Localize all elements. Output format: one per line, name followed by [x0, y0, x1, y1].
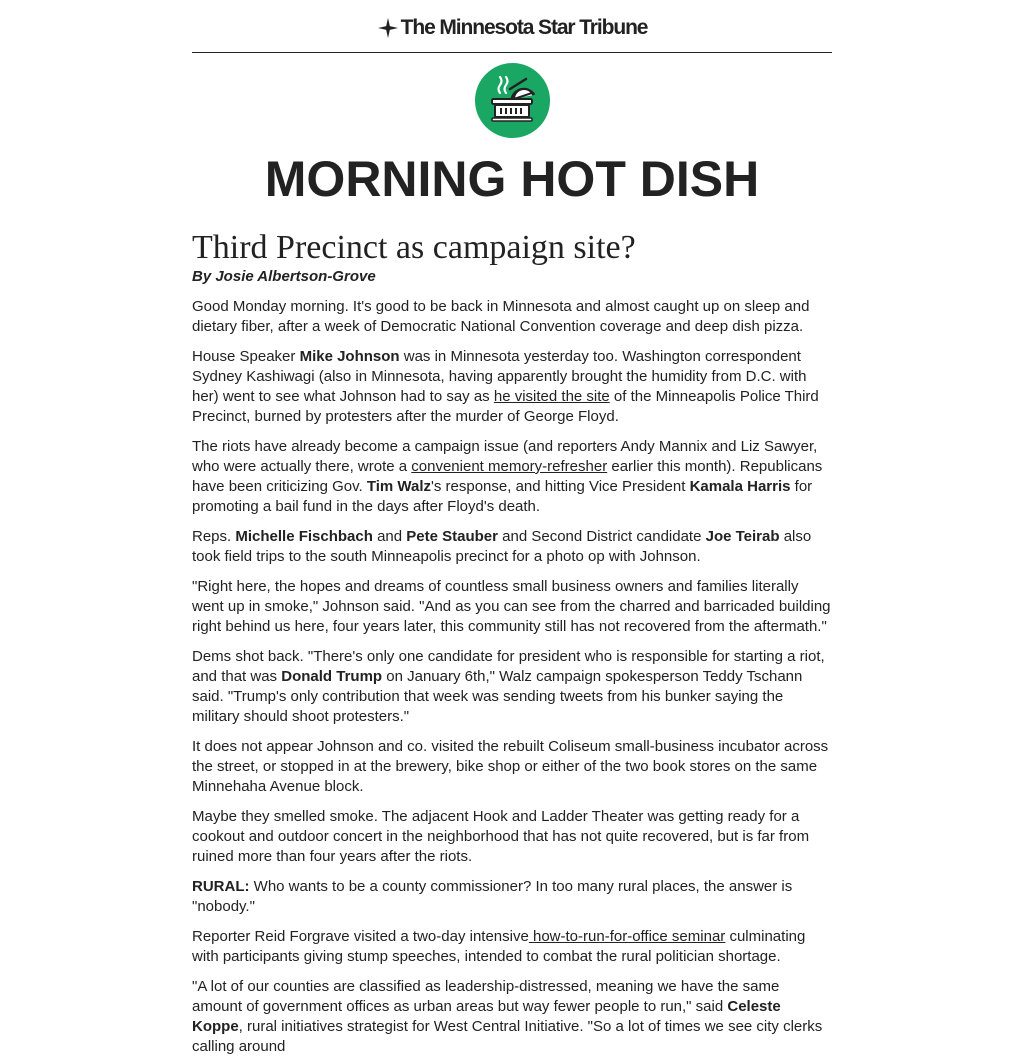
article-paragraph — [192, 437, 832, 517]
article-paragraph — [192, 877, 832, 917]
paragraph-text: Dems shot back. "There's only one candidate for president who is responsible for starting a riot, and that was — [192, 648, 825, 685]
bold-text: Michelle Fischbach — [235, 528, 373, 545]
article-paragraph — [192, 297, 832, 337]
paragraph-text: culminating with participants giving stump speeches, intended to combat the rural politician shortage. — [192, 928, 806, 965]
paragraph-text: It does not appear Johnson and co. visited the rebuilt Coliseum small-business incubator across the street, or stopped in at the brewery, bike shop or either of the two book stores on the same Minnehaha Avenue block. — [192, 738, 829, 795]
bold-text: Joe Teirab — [705, 528, 780, 545]
paragraph-text: , rural initiatives strategist for West Central Initiative. "So a lot of times we see city clerks calling around — [192, 1018, 823, 1055]
paragraph-text: Good Monday morning. It's good to be back in Minnesota and almost caught up on sleep and dietary fiber, after a week of Democratic National Convention coverage and deep dish pizza. — [192, 298, 810, 335]
paragraph-text: for promoting a bail fund in the days after Floyd's death. — [192, 478, 813, 515]
article-paragraph — [192, 647, 832, 727]
paragraph-text: Maybe they smelled smoke. The adjacent Hook and Ladder Theater was getting ready for a cookout and outdoor concert in the neighborhood that has not quite recovered, but is far from ruined more than four years after the riots. — [192, 808, 810, 865]
north-star-icon — [377, 17, 399, 39]
paragraph-text: of the Minneapolis Police Third Precinct, burned by protesters after the murder of George Floyd. — [192, 388, 819, 425]
paragraph-text: also took field trips to the south Minneapolis precinct for a photo op with Johnson. — [192, 528, 812, 565]
paragraph-text: and — [372, 528, 407, 545]
bold-text: Donald Trump — [281, 668, 383, 685]
paragraph-text: Reporter Reid Forgrave visited a two-day intensive — [192, 928, 529, 945]
article-paragraph — [192, 927, 832, 967]
masthead-brand: The Minnesota Star Tribune — [400, 16, 648, 39]
article-paragraph — [192, 577, 832, 637]
article-headline: Third Precinct as campaign site? — [192, 229, 636, 266]
paragraph-text: Who wants to be a county commissioner? In too many rural places, the answer is "nobody." — [192, 878, 793, 915]
paragraph-text: "A lot of our counties are classified as leadership-distressed, meaning we have the same amount of government offices as urban areas but way fewer people to run," said — [192, 978, 780, 1015]
newsletter-container — [192, 0, 832, 1057]
article-paragraph — [192, 737, 832, 797]
paragraph-text: 's response, and hitting Vice President — [431, 478, 690, 495]
bold-text: Tim Walz — [366, 478, 431, 495]
newsletter-title: MORNING HOT DISH — [264, 151, 760, 207]
bold-text: Celeste Koppe — [192, 998, 781, 1035]
bold-text: Mike Johnson — [299, 348, 400, 365]
article-paragraph — [192, 807, 832, 867]
article-link[interactable]: he visited the site — [493, 388, 610, 405]
article-paragraph — [192, 527, 832, 567]
masthead[interactable] — [192, 0, 832, 53]
bold-text: Pete Stauber — [406, 528, 498, 545]
paragraph-text: was in Minnesota yesterday too. Washington correspondent Sydney Kashiwagi (also in Minnesota, having apparently brought the humidity from D.C. with her) went to see what Johnson had to say as — [192, 348, 807, 405]
paragraph-text: on January 6th," Walz campaign spokesperson Teddy Tschann said. "Trump's only contribution that week was sending tweets from his bunker saying the military should shoot protesters." — [192, 668, 803, 725]
paragraph-text: Reps. — [192, 528, 236, 545]
paragraph-text: earlier this month). Republicans have been criticizing Gov. — [192, 458, 823, 495]
hot-dish-logo — [475, 63, 550, 138]
paragraph-text: House Speaker — [192, 348, 300, 365]
article-byline: By Josie Albertson-Grove — [192, 268, 376, 285]
article-paragraph — [192, 977, 832, 1057]
bold-text: Kamala Harris — [689, 478, 791, 495]
article-link[interactable]: how-to-run-for-office seminar — [528, 928, 726, 945]
bold-text: RURAL: — [192, 878, 250, 895]
paragraph-text: and Second District candidate — [497, 528, 706, 545]
hot-dish-icon — [486, 75, 538, 127]
paragraph-text: "Right here, the hopes and dreams of countless small business owners and families literally went up in smoke," Johnson said. "And as you can see from the charred and barricaded building right behind us here, four years later, this community still has not recovered from the aftermath." — [192, 578, 831, 635]
article-link[interactable]: convenient memory-refresher — [411, 458, 608, 475]
article-paragraph — [192, 347, 832, 427]
article-body — [192, 297, 832, 1057]
paragraph-text: The riots have already become a campaign issue (and reporters Andy Mannix and Liz Sawyer, who were actually there, wrote a — [192, 438, 818, 475]
